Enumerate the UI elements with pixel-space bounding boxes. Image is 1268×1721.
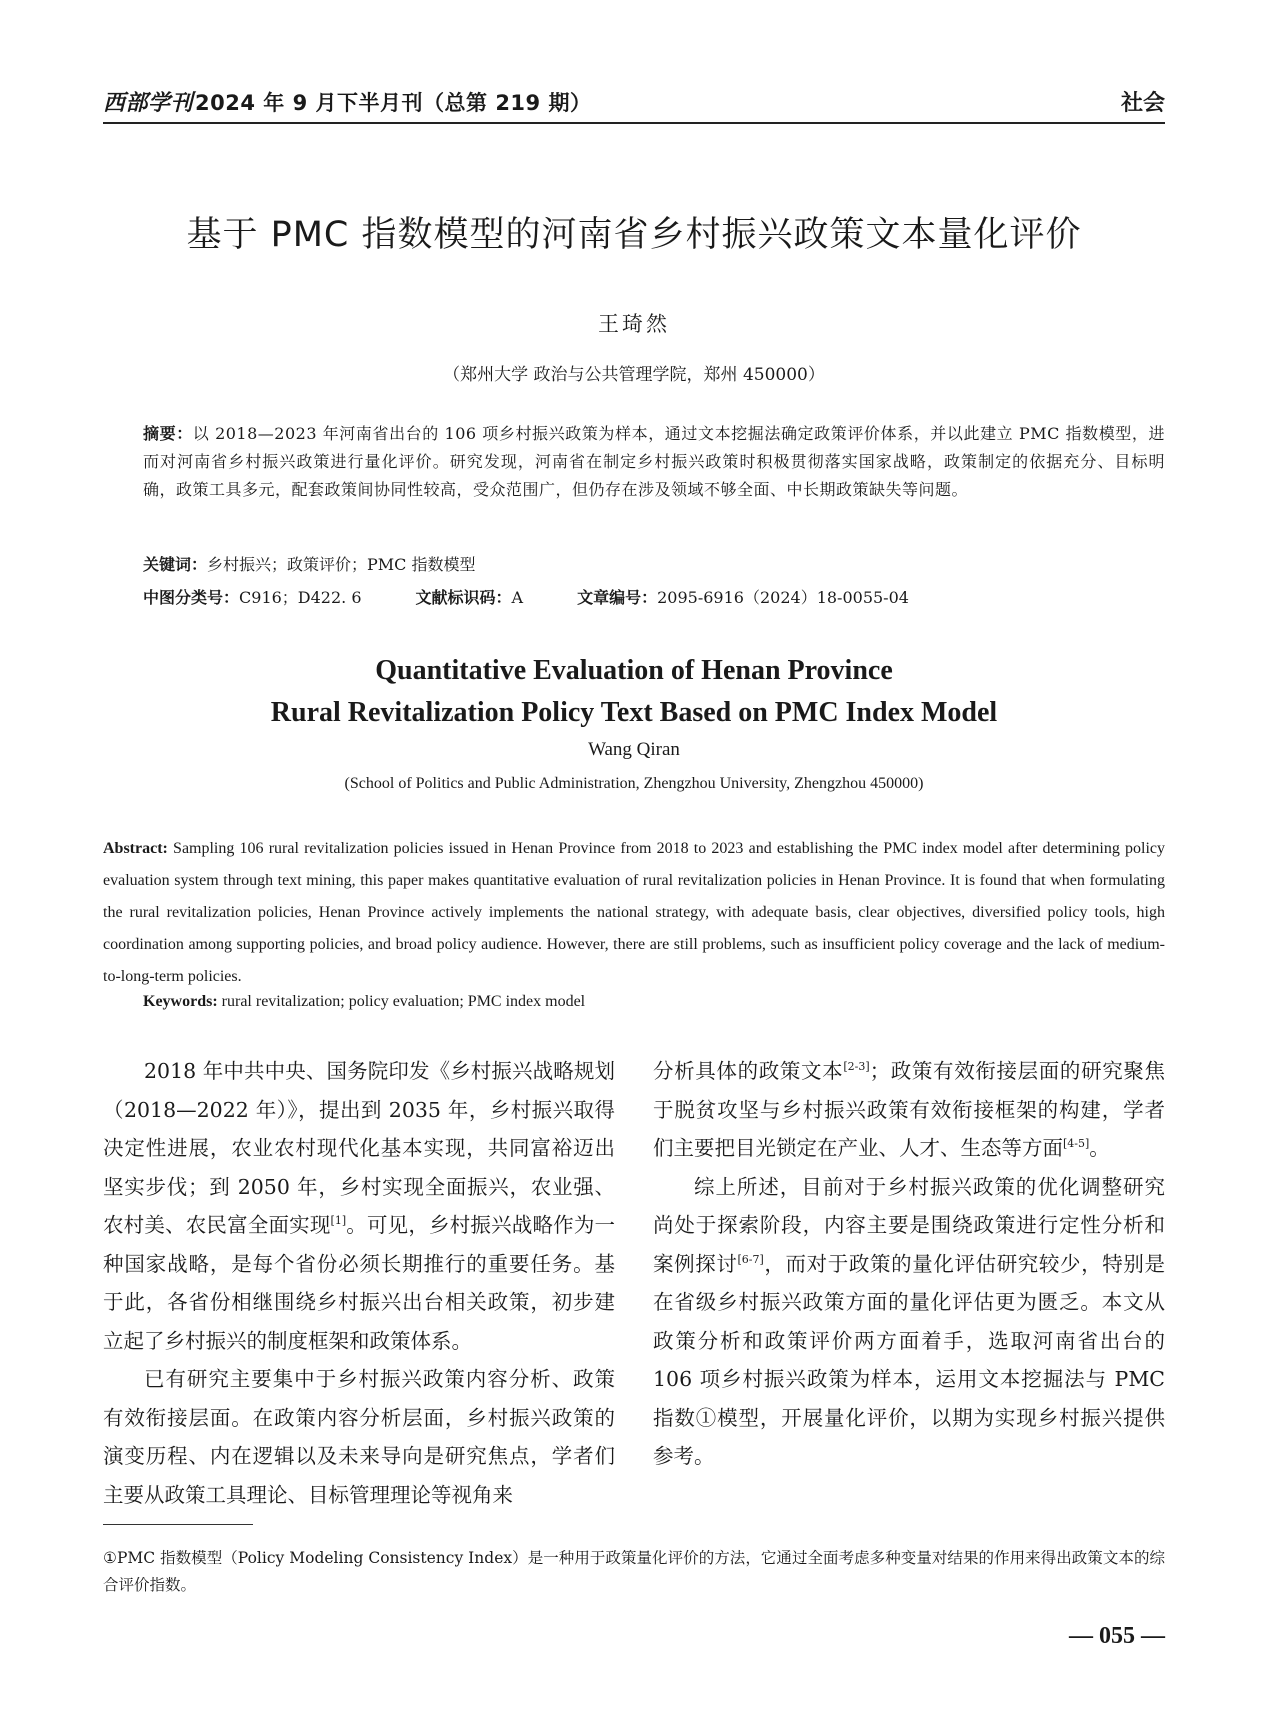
journal-logo: 西部学刊 [103,90,194,116]
document-code: 文献标识码：A [415,588,524,607]
clc-number: 中图分类号：C916；D422. 6 [143,588,362,607]
section-label: 社会 [1120,91,1165,116]
english-title-line-1: Quantitative Evaluation of Henan Province [375,655,893,686]
issue-info: 2024 年 9 月下半月刊（总第 219 期） [195,91,592,115]
english-author: Wang Qiran [588,739,680,760]
footnote: ①PMC 指数模型（Policy Modeling Consistency Index）是一种用于政策量化评价的方法，它通过全面考虑多种变量对结果的作用来得出政策文本的综合评价指数。 [103,1549,1165,1594]
english-title [103,650,1165,734]
english-keywords-text: rural revitalization; policy evaluation; PMC index model [217,993,586,1010]
header-issue [103,86,591,117]
english-abstract [103,833,1165,993]
chinese-abstract-label: 摘要： [143,424,193,443]
english-abstract-label: Abstract: [103,840,168,857]
chinese-affiliation: （郑州大学 政治与公共管理学院，郑州 450000） [443,365,825,385]
body-column-left [103,1052,615,1514]
citation: [2-3] [843,1060,870,1074]
running-header [103,86,1165,117]
chinese-keywords-label: 关键词： [143,555,208,574]
page-number: — 055 — [1069,1623,1165,1649]
body-paragraph: 已有研究主要集中于乡村振兴政策内容分析、政策有效衔接层面。在政策内容分析层面，乡村振兴政策的演变历程、内在逻辑以及未来导向是研究焦点，学者们主要从政策工具理论、目标管理理论等视角来 [103,1367,615,1507]
english-abstract-text: Sampling 106 rural revitalization policies issued in Henan Province from 2018 to 2023 and establishing the PMC index model after determining policy evaluation system through text mining, this paper makes quantitative evaluation of rural revitalization policies in Henan Province. It is found that when formulating the rural revitalization policies, Henan Province actively implements the national strategy, with adequate basis, clear objectives, diversified policy tools, high coordination among supporting policies, and broad policy audience. However, there are still problems, such as insufficient policy coverage and the lack of medium-to-long-term policies. [103,840,1165,985]
english-keywords [143,993,585,1011]
chinese-abstract [143,420,1165,504]
english-affiliation: (School of Politics and Public Administration, Zhengzhou University, Zhengzhou 450000) [344,775,924,792]
body-column-right [653,1052,1165,1476]
header-rule [103,122,1165,124]
chinese-keywords-text: 乡村振兴；政策评价；PMC 指数模型 [207,555,476,574]
classification-line [143,585,963,608]
chinese-abstract-text: 以 2018—2023 年河南省出台的 106 项乡村振兴政策为样本，通过文本挖掘法确定政策评价体系，并以此建立 PMC 指数模型，进而对河南省乡村振兴政策进行量化评价。研究发现，河南省在制定乡村振兴政策时积极贯彻落实国家战略，政策制定的依据充分、目标明确，政策工具多元，配套政策间协同性较高，受众范围广，但仍存在涉及领域不够全面、中长期政策缺失等问题。 [143,424,1165,499]
citation: [1] [330,1214,347,1228]
body-paragraph: 2018 年中共中央、国务院印发《乡村振兴战略规划（2018—2022 年）》，提出到 2035 年，乡村振兴取得决定性进展，农业农村现代化基本实现，共同富裕迈出坚实步伐；到 2050 年，乡村实现全面振兴，农业强、农村美、农民富全面实现[1]。可见，乡村振兴战略作为一种国家战略，是每个省份必须长期推行的重要任务。基于此，各省份相继围绕乡村振兴出台相关政策，初步建立起了乡村振兴的制度框架和政策体系。 [103,1059,616,1353]
article-number: 文章编号：2095-6916（2024）18-0055-04 [577,588,909,607]
body-paragraph: 综上所述，目前对于乡村振兴政策的优化调整研究尚处于探索阶段，内容主要是围绕政策进行定性分析和案例探讨[6-7]，而对于政策的量化评估研究较少，特别是在省级乡村振兴政策方面的量化评估更为匮乏。本文从政策分析和政策评价两方面着手，选取河南省出台的 106 项乡村振兴政策为样本，运用文本挖掘法与 PMC 指数①模型，开展量化评价，以期为实现乡村振兴提供参考。 [653,1174,1166,1468]
footnote-rule [103,1524,253,1525]
chinese-title: 基于 PMC 指数模型的河南省乡村振兴政策文本量化评价 [186,215,1082,255]
english-title-line-2: Rural Revitalization Policy Text Based on PMC Index Model [270,697,998,728]
citation: [6-7] [737,1252,764,1266]
chinese-author: 王琦然 [598,312,670,336]
chinese-keywords [143,552,476,575]
citation: [4-5] [1063,1137,1090,1151]
body-paragraph: 分析具体的政策文本[2-3]；政策有效衔接层面的研究聚焦于脱贫攻坚与乡村振兴政策有效衔接框架的构建，学者们主要把目光锁定在产业、人才、生态等方面[4-5]。 [653,1059,1166,1160]
english-keywords-label: Keywords: [143,993,218,1010]
